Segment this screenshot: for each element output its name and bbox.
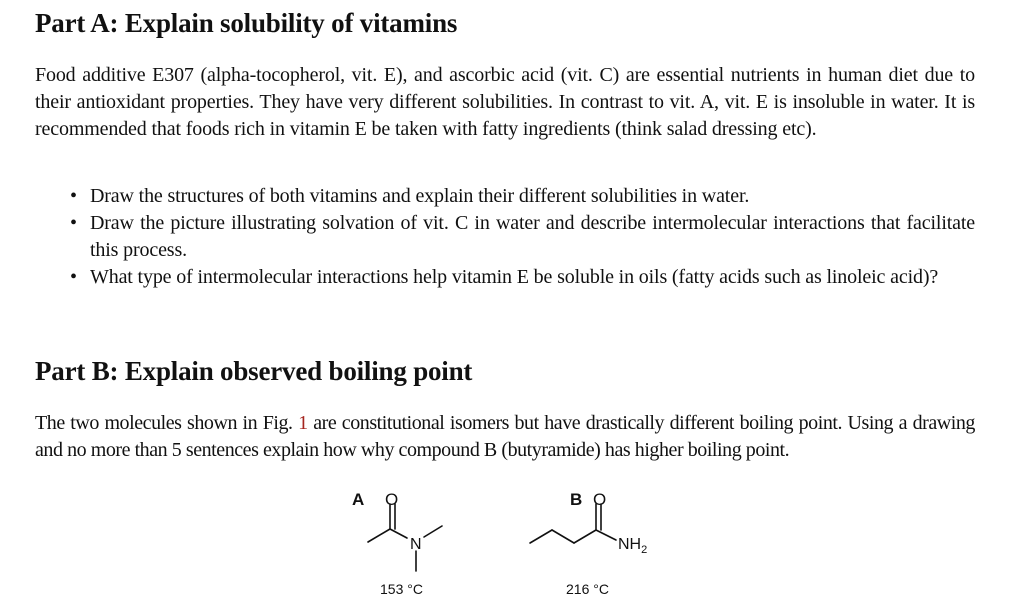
bullet-text: Draw the structures of both vitamins and explain their different solubilities in water. (90, 185, 750, 207)
compound-b-amine (618, 536, 647, 556)
bullet-dot-icon: • (70, 266, 77, 288)
figure-isomers (340, 482, 680, 600)
compound-a-label: A (352, 490, 365, 509)
part-b-heading: Part B: Explain observed boiling point (35, 356, 473, 386)
bullet-dot-icon: • (70, 212, 77, 234)
bond-b-c3-c4 (574, 530, 596, 543)
bond-a-methyl-carbonyl (368, 529, 390, 542)
part-b-paragraph (35, 410, 975, 464)
compound-a-nitrogen: N (410, 536, 422, 553)
part-b-text-start: The two molecules shown in Fig. (35, 412, 293, 434)
compound-b-label: B (570, 490, 583, 509)
part-b-text-end: are constitutional isomers but have drastically different boiling point. Using a drawing and no more than 5 sentences explain how why compound B (butyramide) has higher boiling point. (35, 412, 975, 461)
amine-subscript: 2 (641, 544, 648, 556)
bullet-item (35, 210, 975, 264)
part-a-paragraph: Food additive E307 (alpha-tocopherol, vit. E), and ascorbic acid (vit. C) are essential nutrients in human diet due to their antioxidant properties. They have very different solubilities. In contrast to vit. A, vit. E is insoluble in water. It is recommended that foods rich in vitamin E be taken with fatty ingredients (think salad dressing etc). (35, 64, 975, 140)
bond-b-c1-c2 (530, 530, 552, 543)
bullet-item (35, 183, 975, 210)
part-a-heading: Part A: Explain solubility of vitamins (35, 8, 458, 38)
bond-b-carbonyl-n (596, 530, 616, 540)
bullet-text: Draw the picture illustrating solvation of vit. C in water and describe intermolecular interactions that facilitate this process. (90, 212, 975, 261)
bullet-text: What type of intermolecular interactions help vitamin E be soluble in oils (fatty acids such as linoleic acid)? (90, 266, 939, 288)
bullet-item (35, 264, 975, 291)
bond-b-c2-c3 (552, 530, 574, 543)
compound-a-oxygen: O (385, 490, 399, 509)
figure-svg (340, 482, 680, 600)
compound-a-boiling-point: 153 °C (380, 581, 423, 597)
part-a-bullet-list (35, 183, 975, 291)
amine-nh: NH (618, 536, 642, 553)
compound-b-boiling-point: 216 °C (566, 581, 609, 597)
bond-a-n-methyl-right (424, 526, 442, 537)
bullet-dot-icon: • (70, 185, 77, 207)
compound-b-oxygen: O (593, 490, 607, 509)
figure-reference-link[interactable]: 1 (298, 412, 308, 434)
bond-a-carbonyl-n (390, 529, 407, 538)
